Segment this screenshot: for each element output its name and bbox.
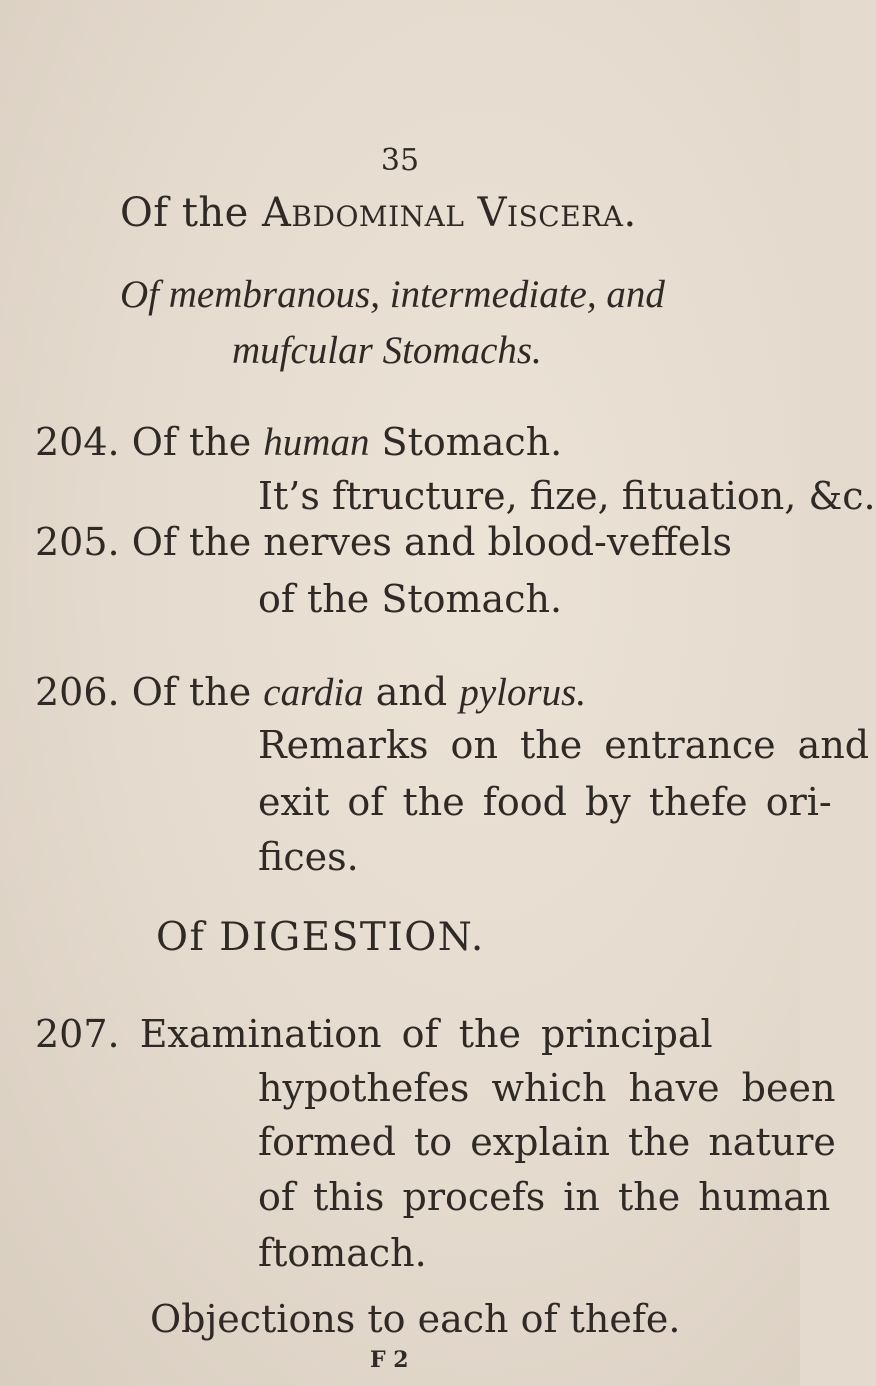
entry-206-line-2: Remarks on the entrance and <box>258 723 870 767</box>
entry-number: 204. <box>35 420 120 464</box>
entry-207-line-2: hypothefes which have been <box>258 1066 836 1110</box>
entry-text: Of the nerves and blood-veffels <box>119 520 732 564</box>
entry-207-line-6: Objections to each of thefe. <box>150 1297 681 1341</box>
section-heading <box>120 190 637 236</box>
entry-206-line-4: fices. <box>258 835 359 879</box>
entry-204-line-2: It’s ftructure, fize, fituation, &c. <box>258 474 876 518</box>
entry-205-line-1 <box>35 520 732 564</box>
subheading-line-2: mufcular Stomachs. <box>232 329 542 372</box>
entry-206-line-3: exit of the food by thefe ori- <box>258 780 832 824</box>
entry-italic-text: human <box>263 421 370 464</box>
entry-italic-text: pylorus. <box>459 671 587 714</box>
entry-204-line-1 <box>35 420 562 465</box>
entry-number: 206. <box>35 670 120 714</box>
section-heading-title: Abdominal Viscera. <box>262 190 637 236</box>
subheading-line-1: Of membranous, intermediate, and <box>120 273 665 316</box>
entry-207-line-1 <box>35 1012 713 1056</box>
entry-number: 207. <box>35 1012 120 1056</box>
page-number: 35 <box>380 143 420 178</box>
entry-207-line-4: of this procefs in the human <box>258 1175 831 1219</box>
entry-text: Stomach. <box>369 420 563 464</box>
digestion-heading: Of DIGESTION. <box>156 915 485 960</box>
entry-number: 205. <box>35 520 120 564</box>
entry-italic-text: cardia <box>263 671 364 714</box>
entry-text: and <box>363 670 460 714</box>
entry-207-line-5: ftomach. <box>258 1231 427 1275</box>
entry-text: Of the <box>119 420 264 464</box>
signature-mark: F 2 <box>370 1347 409 1373</box>
entry-205-line-2: of the Stomach. <box>258 577 563 621</box>
entry-text: Of the <box>119 670 264 714</box>
section-heading-prefix: Of the <box>120 190 263 236</box>
entry-206-line-1 <box>35 670 586 715</box>
entry-207-line-3: formed to explain the nature <box>258 1120 836 1164</box>
entry-text: Examination of the principal <box>119 1012 713 1056</box>
